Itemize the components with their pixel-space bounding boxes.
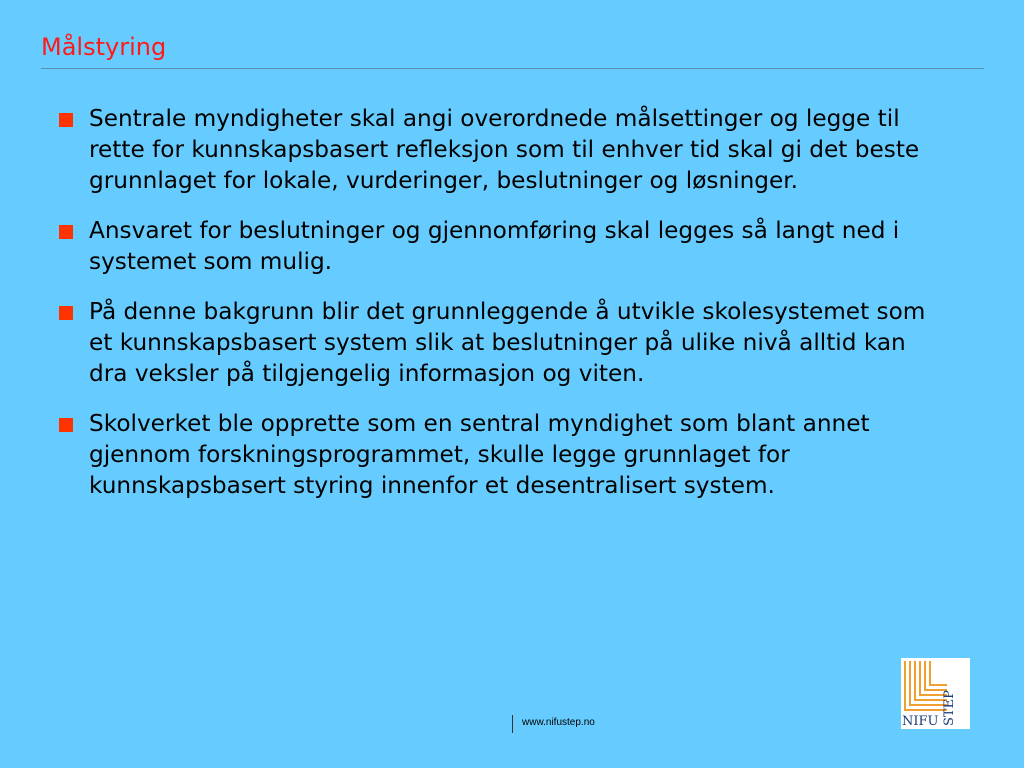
logo-text-nifu: NIFU [902,714,939,729]
footer-url: www.nifustep.no [522,717,595,728]
bullet-item [58,296,938,389]
logo-graphic [901,658,970,729]
nifu-step-logo [901,658,970,729]
bullet-text: På denne bakgrunn blir det grunnleggende å utvikle skolesystemet som et kunnskapsbasert system slik at beslutninger på ulike nivå alltid kan dra veksler på tilgjengelig informasjon og viten. [89,298,926,387]
bullet-item [58,103,938,196]
square-bullet-icon [59,113,73,127]
slide-title: Målstyring [41,33,167,61]
footer-divider [512,715,513,733]
square-bullet-icon [59,306,73,320]
bullet-text: Sentrale myndigheter skal angi overordnede målsettinger og legge til rette for kunnskapsbasert refleksjon som til enhver tid skal gi det beste grunnlaget for lokale, vurderinger, beslutninger og løsninger. [89,105,920,194]
logo-text-step: STEP [942,690,957,726]
bullet-text: Ansvaret for beslutninger og gjennomføring skal legges så langt ned i systemet som mulig. [89,217,900,275]
bullet-item [58,215,938,277]
bullet-item [58,408,938,501]
square-bullet-icon [59,418,73,432]
bullet-text: Skolverket ble opprette som en sentral myndighet som blant annet gjennom forskningsprogrammet, skulle legge grunnlaget for kunnskapsbasert styring innenfor et desentralisert system. [89,410,870,499]
title-divider [41,68,984,69]
square-bullet-icon [59,225,73,239]
bullet-list [58,103,938,520]
